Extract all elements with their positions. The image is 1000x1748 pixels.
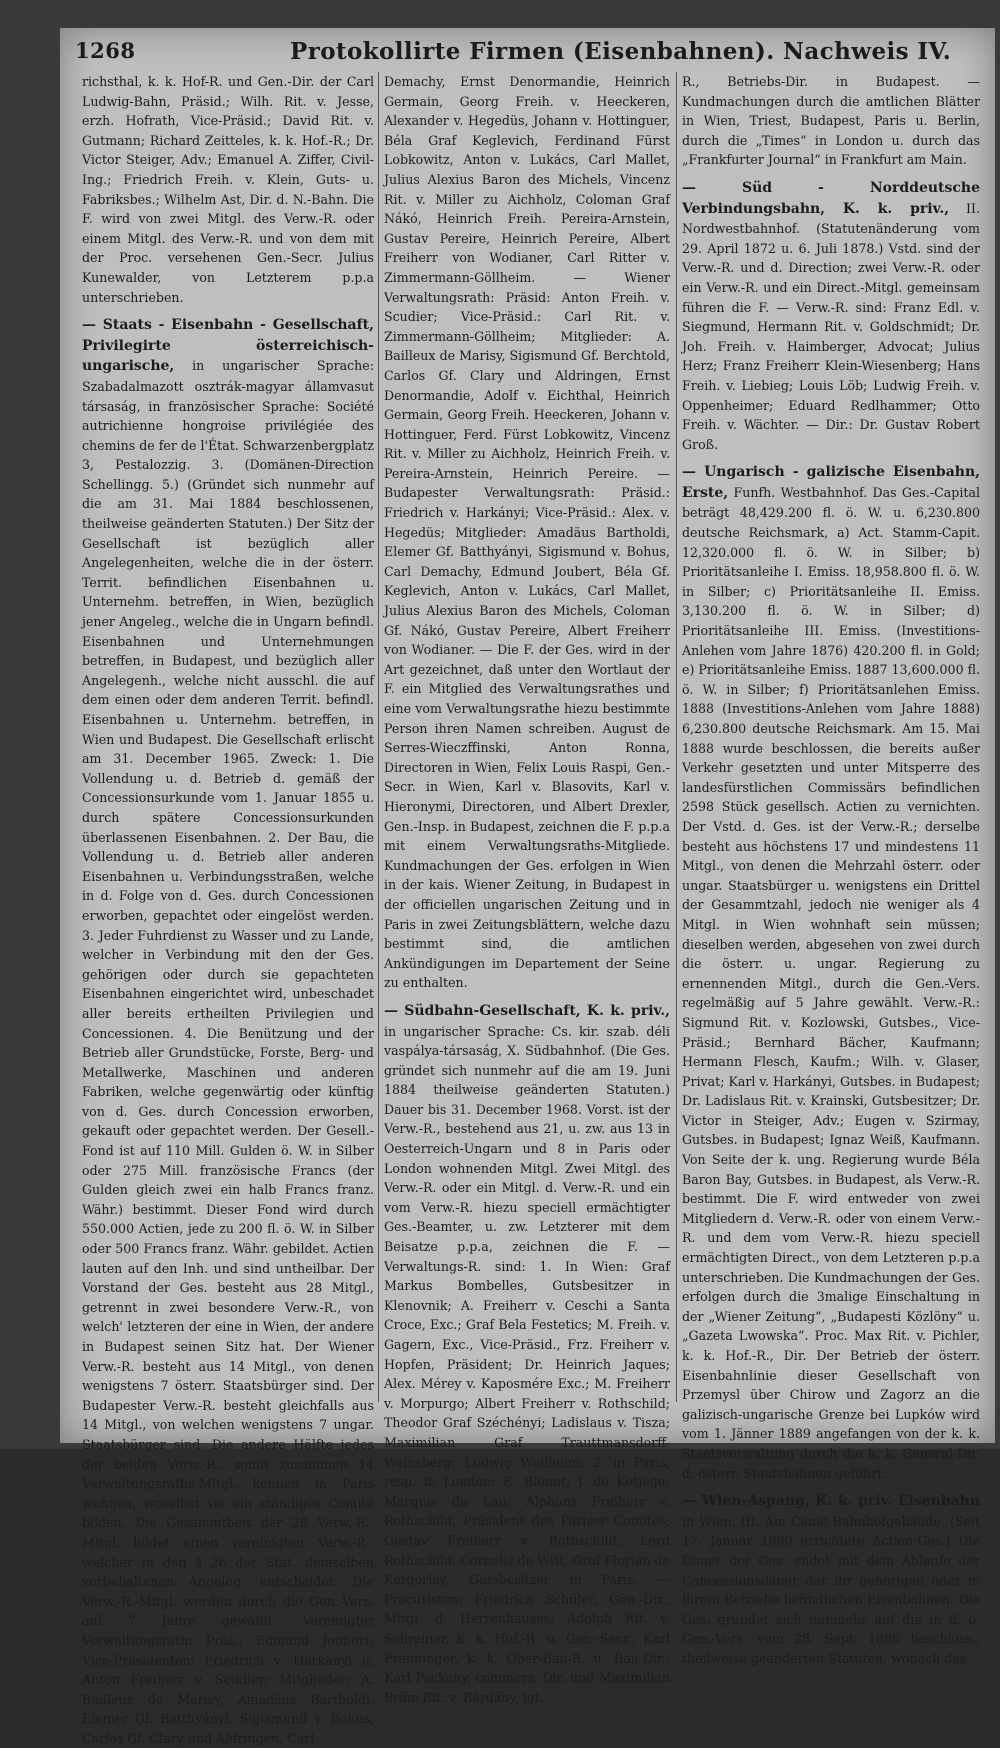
entry-heading: — Staats - Eisenbahn - Gesellschaft, Privilegirte österreichisch-ungarische, — [82, 317, 374, 375]
entry-heading: — Süd - Norddeutsche Verbindungsbahn, K. k. priv., — [682, 179, 980, 217]
entry-continuation: Demachy, Ernst Denormandie, Heinrich Germain, Georg Freih. v. Heeckeren, Alexander v. Hegedüs, Johann v. Hottinguer, Béla Graf Keglevich, Ferdinand Fürst Lobkowitz, Anton v. Lukács, Carl Mallet, Julius Alexius Baron des Michels, Vincenz Rit. v. Miller zu Aichholz, Coloman Graf Nákó, Heinrich Freih. Pereira-Arnstein, Gustav Pereire, Heinrich Pereire, Albert Freiherr von Wodianer, Carl Ritter v. Zimmermann-Göllheim. — Wiener Verwaltungsrath: Präsid: Anton Freih. v. Scudier; Vice-Präsid.: Carl Rit. v. Zimmermann-Göllheim; Mitglieder: A. Bailleux de Marisy, Sigismund Gf. Berchtold, Carlos Gf. Clary und Aldringen, Ernst Denormandie, Adolf v. Eichthal, Heinrich Germain, Georg Freih. Heeckeren, Johann v. Hottinguer, Ferd. Fürst Lobkowitz, Vincenz Rit. v. Miller zu Aichholz, Heinrich Freih. v. Pereira-Arnstein, Heinrich Pereire. — Budapester Verwaltungsrath: Präsid.: Friedrich v. Harkányi; Vice-Präsid.: Alex. v. Hegedüs; Mitglieder: Amadäus Bartholdi, Elemer Gf. Batthyányi, Sigismund v. Bohus, Carl Demachy, Edmund Joubert, Béla Gf. Keglevich, Anton v. Lukács, Carl Mallet, Julius Alexius Baron des Michels, Coloman Gf. Nákó, Gustav Pereire, Albert Freiherr von Wodianer. — Die F. der Ges. wird in der Art gezeichnet, daß unter den Wortlaut der F. ein Mitglied des Verwaltungsrathes und eine vom Verwaltungsrathe hiezu bestimmte Person ihren Namen schreiben. August de Serres-Wieczffinski, Anton Ronna, Directoren in Wien, Felix Louis Raspi, Gen.-Secr. in Wien, Karl v. Blasovits, Karl v. Hieronymi, Directoren, und Albert Drexler, Gen.-Insp. in Budapest, zeichnen die F. p.p.a mit einem Verwaltungsraths-Mitgliede. Kundmachungen der Ges. erfolgen in Wien in der kais. Wiener Zeitung, in Budapest in der officiellen ungarischen Zeitung und in Paris in zwei Zeitungsblättern, welche dazu bestimmt sind, die amtlichen Ankündigungen im Departement der Seine zu enthalten. — [384, 74, 670, 991]
column-divider — [378, 72, 379, 1402]
entry-suedbahn — [384, 1001, 670, 1707]
page-header — [75, 38, 980, 68]
entry-heading: — Südbahn-Gesellschaft, K. k. priv., — [384, 1002, 670, 1019]
entry-body: in ungarischer Sprache: Cs. kir. szab. déli vaspálya-társaság, X. Südbahnhof. (Die Ges. gründet sich nunmehr auf die am 19. Juni 1884 theilweise geänderten Statuten.) Dauer bis 31. December 1968. Vorst. ist der Verw.-R., bestehend aus 21, u. zw. aus 13 in Oesterreich-Ungarn und 8 in Paris oder London wohnenden Mitgl. Zwei Mitgl. des Verw.-R. oder ein Mitgl. d. Verw.-R. und ein vom Verw.-R. hiezu speciell ermächtigter Ges.-Beamter, u. zw. Letzterer mit dem Beisatze p.p.a, zeichnen die F. — Verwaltungs-R. sind: 1. In Wien: Graf Markus Bombelles, Gutsbesitzer in Klenovnik; A. Freiherr v. Ceschi a Santa Croce, Exc.; Graf Bela Festetics; M. Freih. v. Gagern, Exc., Vice-Präsid., Frz. Freiherr v. Hopfen, Präsident; Dr. Heinrich Jaques; Alex. Mérey v. Kaposmére Exc.; M. Freiherr v. Morpurgo; Albert Freiherr v. Rothschild; Theodor Graf Széchényi; Ladislaus v. Tisza; Maximilian Graf Trauttmansdorff-Weinsberg; Ludwig Wollheim; 2. in Paris, resp. in London: E. Blount; J. de Ketjegu; Marquis du Lau; Alphons Freiherr v. Rothschild, Präsident des Pariser Comités; Gustav Freiherr v. Rothschild; Lord Rothschild; Cornelis de Witt, Graf Florian de Kergorlay, Gutsbesitzer in Paris. — Procuristen: Friedrich Schüler, Gen.-Dir., Mitgl. d. Herrenhauses; Adolph Rit. v. Schreiner, k. k. Hof.-R. u. Gen.-Secr.; Karl Prenninger, k. k. Ober-Bau-R. u. Bau-Dir.; Karl Packeny, commerz. Dir. und Maximilian Bräm Rit. v. Bárdány, igl. — [384, 1023, 670, 1705]
entry-body: II. Nordwestbahnhof. (Statutenänderung vom 29. April 1872 u. 6. Juli 1878.) Vstd. sind der Verw.-R. und d. Direction; zwei Verw.-R. oder ein Verw.-R. und ein Direct.-Mitgl. gemeinsam führen die F. — Verw.-R. sind: Franz Edl. v. Siegmund, Hermann Rit. v. Goldschmidt; Dr. Joh. Freih. v. Haimberger, Advocat; Julius Herz; Franz Freiherr Klein-Wiesenberg; Hans Freih. v. Liebieg; Louis Löb; Ludwig Freih. v. Oppenheimer; Eduard Redlhammer; Otto Freih. v. Wächter. — Dir.: Dr. Gustav Robert Groß. — [682, 200, 980, 452]
text-column-right — [682, 72, 980, 1666]
column-divider — [676, 72, 677, 1402]
entry-sued-norddeutsche — [682, 178, 980, 454]
entry-body: in ungarischer Sprache: Szabadalmazott osztrák-magyar államvasut társaság, in französischer Sprache: Société autrichienne hongroise privilégiée des chemins de fer de l'État. Schwarzenbergplatz 3, Pestalozzig. 3. (Domänen-Direction Schellingg. 5.) (Gründet sich nunmehr auf die am 31. Mai 1884 beschlossenen, theilweise geänderten Statuten.) Der Sitz der Gesellschaft ist bezüglich aller Angelegenheiten, welche die in der österr. Territ. befindlichen Eisenbahnen u. Unternehm. betreffen, in Wien, bezüglich jener Angeleg., welche die in Ungarn befindl. Eisenbahnen und Unternehmungen betreffen, in Budapest, und bezüglich aller Angelegenh., welche nicht ausschl. die auf dem einen oder dem anderen Territ. befindl. Eisenbahnen u. Unternehm. betreffen, in Wien und Budapest. Die Gesellschaft erlischt am 31. December 1965. Zweck: 1. Die Vollendung u. d. Betrieb d. gemäß der Concessionsurkunde vom 1. Januar 1855 u. durch spätere Concessionsurkunden überlassenen Eisenbahnen. 2. Der Bau, die Vollendung u. d. Betrieb aller anderen Eisenbahnen u. Verbindungsstraßen, welche in d. Folge von d. Ges. durch Concessionen erworben, gepachtet oder eingelöst werden. 3. Jeder Fuhrdienst zu Wasser und zu Lande, welcher in Verbindung mit den der Ges. gehörigen oder durch sie gepachteten Eisenbahnen eingerichtet wird, unbeschadet aller bereits ertheilten Privilegien und Concessionen. 4. Die Benützung und der Betrieb aller Grundstücke, Forste, Berg- und Metallwerke, Maschinen und anderen Fabriken, welche gegenwärtig oder künftig von d. Ges. durch Concession erworben, gekauft oder gepachtet werden. Der Gesell.-Fond ist auf 110 Mill. Gulden ö. W. in Silber oder 275 Mill. französische Francs (der Gulden gleich zwei ein halb Francs franz. Währ.) bestimmt. Dieser Fond wird durch 550.000 Actien, jede zu 200 fl. ö. W. in Silber oder 500 Francs franz. Währ. gebildet. Actien lauten auf den Inh. und sind untheilbar. Der Vorstand der Ges. besteht aus 28 Mitgl., getrennt in zwei besondere Verw.-R., von welch' letzteren der eine in Wien, der andere in Budapest seinen Sitz hat. Der Wiener Verw.-R. besteht aus 14 Mitgl., von denen wenigstens 7 österr. Staatsbürger sind. Der Budapester Verw.-R. besteht gleichfalls aus 14 Mitgl., von welchen wenigstens 7 ungar. Staatsbürger sind. Die andere Hälfte jedes der beiden Verw.-R., somit zusammen 14 Verwaltungsraths-Mitgl. können in Paris wohnen, woselbst sie ein ständiges Comité bilden. Die Gesammtheit der 28 Verw.-R.-Mitgl. bildet einen vereinigten Verw.-R., welcher in den § 26 der Stat. demselben vorbehaltenen Angeleg. entscheidet. Die Verw.-R.-Mitgl. werden durch die Gen.-Vers. auf 7 Jahre gewählt. Vereinigter Verwaltungsrath: Präs.: Edmund Joubert; Vice-Präsidenten: Friedrich v. Harkányi u. Anton Freiherr v. Scudier; Mitglieder: A. Bailleux de Marisy, Amadäus Bartholdi, Elemer Gf. Batthyányi, Sigismund v. Bohus, Carlos Gf. Clary und Aldringen, Carl — [82, 358, 374, 1746]
text-column-left — [82, 72, 374, 1746]
entry-heading: — Wien-Aspang, K. k. priv. Eisenbahn — [682, 1493, 980, 1510]
entry-ungarisch-galizische — [682, 462, 980, 1483]
page-number: 1268 — [75, 38, 136, 63]
text-column-middle — [384, 72, 670, 1705]
entry-body: Funfh. Westbahnhof. Das Ges.-Capital beträgt 48,429.200 fl. ö. W. u. 6,230.800 deutsche Reichsmark, a) Act. Stamm-Capit. 12,320.000 fl. ö. W. in Silber; b) Prioritätsanleihe I. Emiss. 18,958.800 fl. ö. W. in Silber; c) Prioritätsanleihe II. Emiss. 3,130.200 fl. ö. W. in Silber; d) Prioritätsanleihe III. Emiss. (Investitions-Anlehen vom Jahre 1876) 420.200 fl. in Gold; e) Prioritätsanleihe Emiss. 1887 13,600.000 fl. ö. W. in Silber; f) Prioritätsanlehen Emiss. 1888 (Investitions-Anlehen vom Jahre 1888) 6,230.800 deutsche Reichsmark. Am 15. Mai 1888 wurde beschlossen, die bereits außer Verkehr gesetzten und unter Mitsperre des landesfürstlichen Commissärs befindlichen 2598 Stück gesellsch. Actien zu vernichten. Der Vstd. d. Ges. ist der Verw.-R.; derselbe besteht aus höchstens 17 und mindestens 11 Mitgl., von denen die Mehrzahl österr. oder ungar. Staatsbürger u. wenigstens ein Drittel der Gesammtzahl, jedoch nie weniger als 4 Mitgl. in Wien wohnhaft sein müssen; dieselben werden, abgesehen von zwei durch die österr. u. ungar. Regierung zu ernennenden Mitgl., durch die Gen.-Vers. regelmäßig auf 5 Jahre gewählt. Verw.-R.: Sigmund Rit. v. Kozlowski, Gutsbes., Vice-Präsid.; Bernhard Bächer, Kaufmann; Hermann Flesch, Kaufm.; Wilh. v. Glaser, Privat; Karl v. Harkányi, Gutsbes. in Budapest; Dr. Ladislaus Rit. v. Krainski, Gutsbesitzer; Dr. Victor in Steiger, Adv.; Eugen v. Szirmay, Gutsbes. in Budapest; Ignaz Weiß, Kaufmann. Von Seite der k. ung. Regierung wurde Béla Baron Bay, Gutsbes. in Budapest, als Verw.-R. bestimmt. Die F. wird entweder von zwei Mitgliedern d. Verw.-R. oder von einem Verw.-R. und dem vom Verw.-R. hiezu speciell ermächtigten Direct., von dem Letzteren p.p.a unterschrieben. Die Kundmachungen der Ges. erfolgen durch die 3malige Einschaltung in der „Wiener Zeitung“, „Budapesti Közlöny“ u. „Gazeta Lwowska“. Proc. Max Rit. v. Pichler, k. k. Hof.-R., Dir. Der Betrieb der österr. Eisenbahnlinie dieser Gesellschaft von Przemysl über Chirow und Zagorz an die galizisch-ungarische Grenze bei Lupków wird vom 1. Jänner 1889 angefangen von der k. k. Staatsverwaltung durch die k. k. General-Dir. d. österr. Staatsbahnen geführt. — [682, 484, 980, 1481]
entry-wien-aspang — [682, 1491, 980, 1668]
entry-body: in Wien, III. Am Canal Bahnhofgebäude. (Seit 17. Januar 1880 errichtete Actien-Ges.) Die Dauer der Ges. endet mit dem Ablaufe der Concessionsdauer der ihr gehörigen oder in ihrem Betriebe befindlichen Eisenbahnen. Die Ges. gründet sich nunmehr auf die in d. o. Gen.-Vers. vom 28. Sept. 1886 beschloss., theilweise geänderten Statuten, wonach das — [682, 1513, 980, 1666]
entry-continuation: richsthal, k. k. Hof-R. und Gen.-Dir. der Carl Ludwig-Bahn, Präsid.; Wilh. Rit. v. Jesse, erzh. Hofrath, Vice-Präsid.; David Rit. v. Gutmann; Richard Zeitteles, k. k. Hof.-R.; Dr. Victor Steiger, Adv.; Emanuel A. Ziffer, Civil-Ing.; Friedrich Freih. v. Klein, Guts- u. Fabriksbes.; Wilhelm Ast, Dir. d. N.-Bahn. Die F. wird von zwei Mitgl. des Verw.-R. oder einem Mitgl. des Verw.-R. und von dem mit der Proc. versehenen Gen.-Secr. Julius Kunewalder, von Letzterem p.p.a unterschrieben. — [82, 74, 374, 305]
entry-staats-eisenbahn — [82, 315, 374, 1748]
running-title: Protokollirte Firmen (Eisenbahnen). Nachweis IV. — [290, 38, 952, 65]
entry-continuation: R., Betriebs-Dir. in Budapest. — Kundmachungen durch die amtlichen Blätter in Wien, Triest, Budapest, Paris u. Berlin, durch die „Times“ in London u. durch das „Frankfurter Journal“ in Frankfurt am Main. — [682, 74, 980, 168]
entry-heading: — Ungarisch - galizische Eisenbahn, Erste, — [682, 464, 980, 501]
